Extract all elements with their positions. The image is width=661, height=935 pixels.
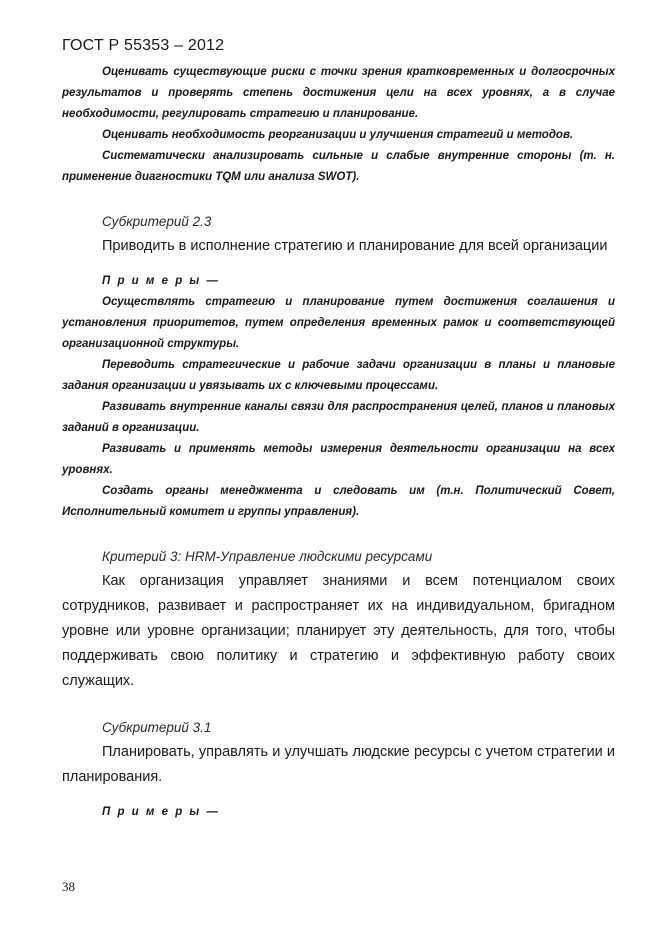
document-header: ГОСТ Р 55353 – 2012 bbox=[62, 37, 225, 54]
example-paragraph: Развивать и применять методы измерения деятельности организации на всех уровнях. bbox=[62, 443, 615, 476]
examples-label: П р и м е р ы — bbox=[102, 275, 220, 287]
examples-label: П р и м е р ы — bbox=[102, 806, 220, 818]
subcriterion-statement: Приводить в исполнение стратегию и планирование для всей организации bbox=[102, 238, 608, 254]
page-number: 38 bbox=[62, 879, 75, 894]
subcriterion-statement: Планировать, управлять и улучшать людские ресурсы с учетом стратегии и планирования. bbox=[62, 744, 615, 785]
subcriterion-title: Субкритерий 2.3 bbox=[102, 214, 212, 229]
example-paragraph: Осуществлять стратегию и планирование путем достижения соглашения и установления приоритетов, путем определения временных рамок и соответствующей организационной структуры. bbox=[62, 296, 615, 350]
example-paragraph: Систематически анализировать сильные и слабые внутренние стороны (т. н. применение диагностики TQM или анализа SWOT). bbox=[62, 150, 615, 183]
example-paragraph: Создать органы менеджмента и следовать им (т.н. Политический Совет, Исполнительный комитет и группы управления). bbox=[62, 485, 615, 518]
example-paragraph: Оценивать существующие риски с точки зрения кратковременных и долгосрочных результатов и проверять степень достижения цели на всех уровнях, а в случае необходимости, регулировать стратегию и планирование. bbox=[62, 66, 615, 120]
subcriterion-title: Субкритерий 3.1 bbox=[102, 720, 212, 735]
example-paragraph: Оценивать необходимость реорганизации и улучшения стратегий и методов. bbox=[102, 129, 574, 141]
example-paragraph: Развивать внутренние каналы связи для распространения целей, планов и плановых заданий в организации. bbox=[62, 401, 615, 434]
criterion-title: Критерий 3: HRM-Управление людскими ресурсами bbox=[102, 549, 433, 564]
example-paragraph: Переводить стратегические и рабочие задачи организации в планы и плановые задания организации и увязывать их с ключевыми процессами. bbox=[62, 359, 615, 392]
document-body bbox=[62, 62, 615, 823]
criterion-text: Как организация управляет знаниями и всем потенциалом своих сотрудников, развивает и распространяет их на индивидуальном, бригадном уровне или уровне организации; планирует эту деятельность, для того, чтобы поддерживать свою политику и стратегию и эффективную работу своих служащих. bbox=[62, 573, 615, 689]
